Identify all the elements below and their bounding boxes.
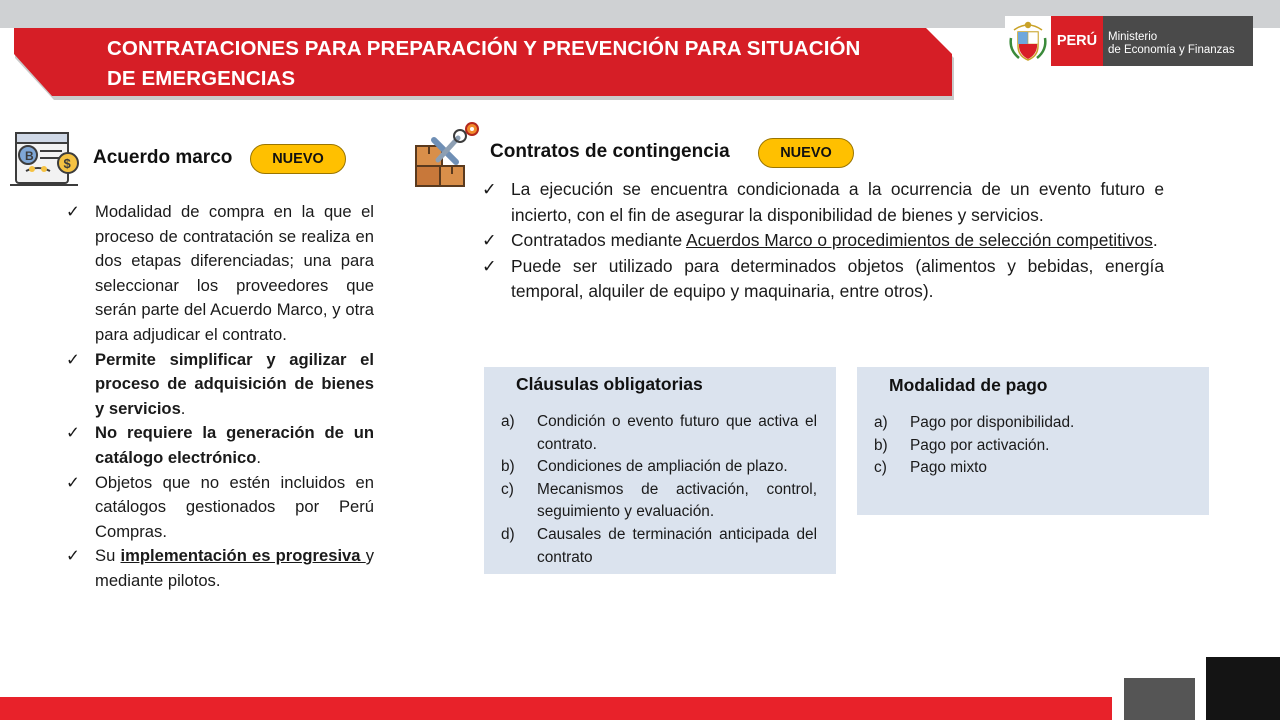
modalidad-pago-title: Modalidad de pago — [889, 375, 1048, 395]
list-item — [482, 177, 1164, 228]
check-icon: ✓ — [66, 349, 80, 369]
list-item-bold-text: Permite simplificar y agilizar el proceso de adquisición de bienes y servicios — [95, 349, 374, 418]
list-item — [874, 457, 1190, 480]
slide-title — [107, 34, 947, 94]
list-item-underlined-text: implementación es progresiva — [120, 546, 366, 566]
coat-of-arms-icon — [1005, 16, 1051, 66]
modalidad-pago-list — [874, 412, 1190, 480]
check-icon: ✓ — [482, 179, 497, 199]
footer-gray-block — [1124, 678, 1195, 720]
list-item-text: . — [1152, 230, 1158, 250]
list-item-text: Pago mixto — [910, 459, 987, 477]
check-icon: ✓ — [66, 472, 80, 492]
list-item-underlined-text: Acuerdos Marco o procedimientos de selección competitivos — [685, 230, 1153, 250]
footer-black-block — [1206, 657, 1280, 720]
list-item-text: Condiciones de ampliación de plazo. — [537, 458, 788, 476]
nuevo-badge-acuerdo: NUEVO — [250, 144, 346, 174]
slide-title-line2: DE EMERGENCIAS — [107, 67, 296, 90]
modalidad-pago-card — [857, 367, 1209, 515]
clausulas-title: Cláusulas obligatorias — [516, 374, 703, 394]
list-item — [874, 412, 1190, 435]
list-item — [874, 435, 1190, 458]
list-item-label: c) — [874, 459, 887, 477]
list-item-label: a) — [501, 413, 515, 430]
list-item-text: Mecanismos de activación, control, seguimiento y evaluación. — [537, 480, 817, 521]
list-item — [482, 254, 1164, 305]
check-icon: ✓ — [66, 202, 80, 221]
clausulas-card — [484, 367, 836, 574]
list-item — [501, 456, 817, 479]
ministry-name — [1103, 16, 1253, 66]
list-item-label: b) — [874, 436, 888, 454]
framework-agreement-icon — [8, 131, 82, 194]
list-item-text: Su — [95, 546, 121, 566]
list-item — [501, 524, 817, 569]
list-item-label: c) — [501, 480, 514, 498]
svg-text:$: $ — [63, 156, 71, 171]
list-item — [501, 411, 817, 456]
list-item-text: Objetos que no estén incluidos en catálogos gestionados por Perú Compras. — [95, 472, 374, 541]
contingency-boxes-tools-icon — [412, 120, 488, 193]
ministry-name-line1: Ministerio — [1108, 31, 1158, 43]
list-item — [66, 200, 374, 348]
acuerdo-marco-title: Acuerdo marco — [93, 147, 233, 168]
list-item-text: Causales de terminación anticipada del contrato — [537, 525, 817, 566]
contratos-contingencia-list — [482, 177, 1164, 305]
list-item — [66, 544, 374, 593]
ministry-name-line2: de Economía y Finanzas — [1108, 44, 1235, 56]
svg-text:B: B — [25, 149, 34, 163]
list-item-text: Modalidad de compra en la que el proceso de contratación se realiza en dos etapas diferenciadas; una para seleccionar los proveedores que serán parte del Acuerdo Marco, y otra para adjudicar el contrato. — [95, 202, 374, 344]
check-icon: ✓ — [482, 230, 497, 250]
list-item — [66, 421, 374, 470]
list-item-text: Condición o evento futuro que activa el contrato. — [537, 413, 817, 453]
clausulas-list — [501, 411, 817, 569]
contratos-contingencia-title: Contratos de contingencia — [490, 141, 730, 162]
list-item-text: . — [180, 398, 186, 418]
list-item — [66, 471, 374, 545]
acuerdo-marco-list — [66, 200, 374, 594]
list-item — [482, 228, 1164, 254]
nuevo-badge-contratos: NUEVO — [758, 138, 854, 168]
check-icon: ✓ — [66, 423, 80, 443]
slide-title-line1: CONTRATACIONES PARA PREPARACIÓN Y PREVENCIÓN PARA SITUACIÓN — [107, 37, 861, 60]
footer-red-bar — [0, 697, 1112, 720]
check-icon: ✓ — [66, 546, 80, 566]
peru-label: PERÚ — [1051, 16, 1103, 66]
ministry-logo — [1005, 16, 1253, 66]
list-item-text: La ejecución se encuentra condicionada a la ocurrencia de un evento futuro e incierto, con el fin de asegurar la disponibilidad de bienes y servicios. — [511, 179, 1164, 225]
list-item-bold-text: No requiere la generación de un catálogo electrónico — [95, 423, 374, 467]
list-item — [66, 348, 374, 422]
list-item-label: b) — [501, 458, 515, 476]
list-item — [501, 479, 817, 524]
list-item-text: Pago por disponibilidad. — [910, 414, 1075, 431]
list-item-label: d) — [501, 525, 515, 543]
list-item-text: Contratados mediante — [511, 230, 686, 250]
list-item-text: Puede ser utilizado para determinados objetos (alimentos y bebidas, energía temporal, alquiler de equipo y maquinaria, entre otros). — [511, 255, 1164, 301]
check-icon: ✓ — [482, 255, 497, 276]
list-item-text: . — [256, 447, 261, 467]
list-item-text: y mediante pilotos. — [95, 546, 374, 590]
list-item-text: Pago por activación. — [910, 436, 1050, 454]
list-item-label: a) — [874, 414, 888, 431]
title-banner — [14, 28, 954, 98]
